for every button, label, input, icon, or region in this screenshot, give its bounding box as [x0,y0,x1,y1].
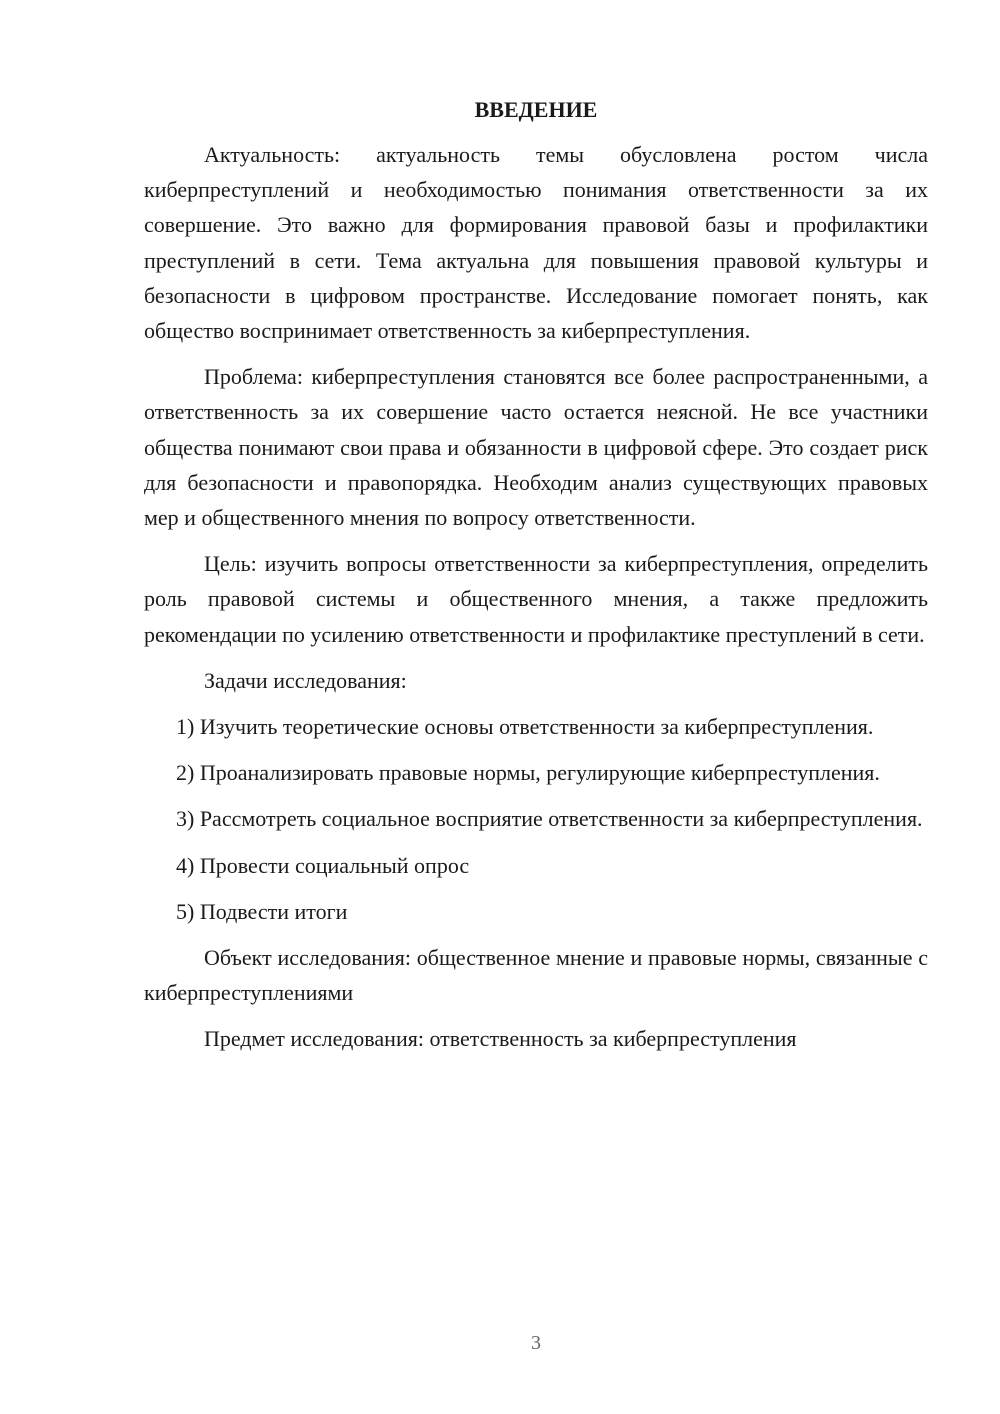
paragraph-subject: Предмет исследования: ответственность за киберпреступления [204,1026,797,1052]
task-item-5: 5) Подвести итоги [176,898,348,924]
task-item-1: 1) Изучить теоретические основы ответственности за киберпреступления. [176,714,874,740]
paragraph-relevance: Актуальность: актуальность темы обусловлена ростом числа киберпреступлений и необходимостью понимания ответственности за их совершение. Это важно для формирования правовой базы и профилактики преступлений в сети. Тема актуальна для повышения правовой культуры и безопасности в цифровом пространстве. Исследование помогает понять, как общество воспринимает ответственность за киберпреступления. [144,142,928,344]
task-item-2: 2) Проанализировать правовые нормы, регулирующие киберпреступления. [176,760,880,786]
paragraph-problem: Проблема: киберпреступления становятся все более распространенными, а ответственность за их совершение часто остается неясной. Не все участники общества понимают свои права и обязанности в цифровой сфере. Это создает риск для безопасности и правопорядка. Необходим анализ существующих правовых мер и общественного мнения по вопросу ответственности. [144,364,928,531]
paragraph-object: Объект исследования: общественное мнение и правовые нормы, связанные с киберпреступлениями [144,945,928,1006]
task-item-3: 3) Рассмотреть социальное восприятие ответственности за киберпреступления. [176,806,923,832]
page-title: ВВЕДЕНИЕ [474,97,598,122]
document-page [144,92,928,1068]
paragraph-tasks-heading: Задачи исследования: [204,667,407,693]
task-item-4: 4) Провести социальный опрос [176,852,470,878]
paragraph-goal: Цель: изучить вопросы ответственности за киберпреступления, определить роль правовой системы и общественного мнения, а также предложить рекомендации по усилению ответственности и профилактике преступлений в сети. [144,551,928,647]
page-number: 3 [531,1332,541,1354]
